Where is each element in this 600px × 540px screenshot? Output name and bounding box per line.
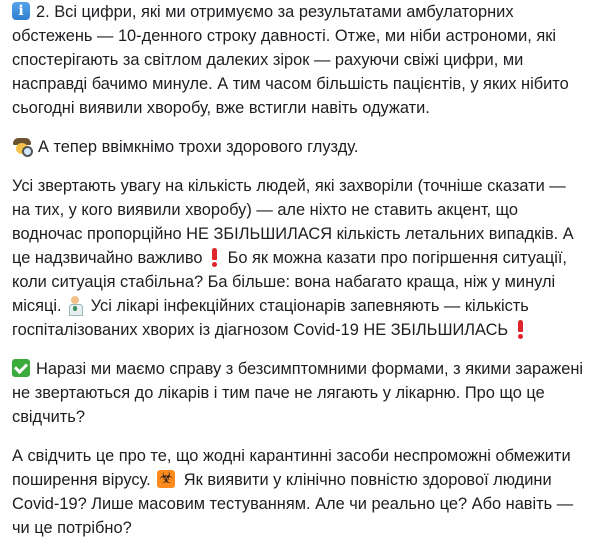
paragraph-5-text-part1: А свідчить це про те, що жодні карантинні засоби неспроможні обмежити поширення вірусу. (12, 447, 571, 489)
red-exclamation-icon (515, 320, 525, 338)
paragraph-3-text-part2: Бо як можна казати про погіршення ситуації, коли ситуація стабільна? Ба більше: вона набагато краща, ніж у минулі місяці. (12, 249, 567, 315)
info-icon (12, 2, 30, 20)
paragraph-5-text-part2: Як виявити у клінічно повністю здорової людини Covid-19? Лише масовим тестуванням. Але чи реально це? Або навіть — чи це потрібно? (12, 471, 574, 537)
paragraph-3 (12, 174, 588, 342)
paragraph-2-text: А тепер ввімкнімо трохи здорового глузду. (38, 138, 359, 156)
paragraph-1-text: 2. Всі цифри, які ми отримуємо за результатами амбулаторних обстежень — 10-денного строку давності. Отже, ми ніби астрономи, які спостерігають за світлом далеких зірок — рахуючи свіжі цифри, ми насправді бачимо минуле. А тим часом більшість пацієнтів, у яких нібито сьогодні виявили хворобу, вже встигли навіть одужати. (12, 3, 569, 117)
check-icon (12, 359, 30, 377)
paragraph-3-text-part3: Усі лікарі інфекційних стаціонарів запевняють — кількість госпіталізованих хворих із діагнозом Covid-19 НЕ ЗБІЛЬШИЛАСЬ (12, 297, 529, 339)
paragraph-3-text-part1: Усі звертають увагу на кількість людей, які захворіли (точніше сказати — на тих, у кого виявили хворобу) — але ніхто не ставить акцент, що водночас пропорційно НЕ ЗБІЛЬШИЛАСЯ кількість летальних випадків. А це надзвичайно важливо (12, 177, 574, 267)
paragraph-4-text: Наразі ми маємо справу з безсимптомними формами, з якими заражені не звертаються до лікарів і тим паче не лягають у лікарню. Про що це свідчить? (12, 360, 584, 426)
detective-icon (12, 137, 32, 155)
paragraph-1 (12, 0, 588, 120)
paragraph-5 (12, 444, 588, 540)
biohazard-icon (157, 470, 175, 488)
red-exclamation-icon (209, 248, 219, 266)
paragraph-4 (12, 357, 588, 429)
doctor-icon (68, 296, 82, 314)
paragraph-2 (12, 135, 588, 159)
